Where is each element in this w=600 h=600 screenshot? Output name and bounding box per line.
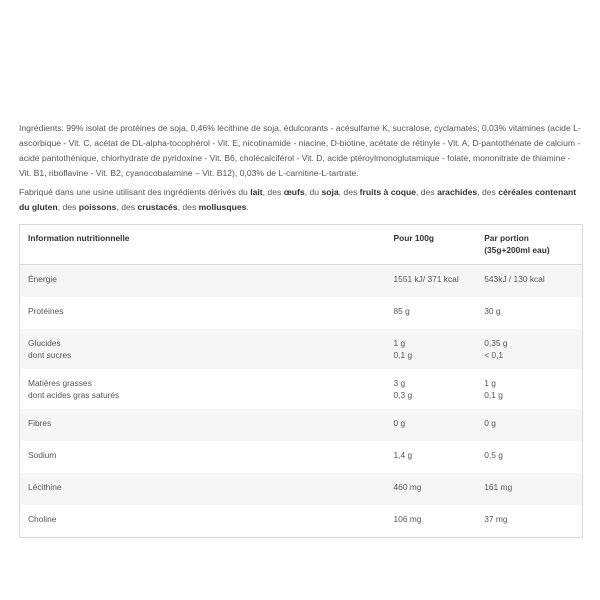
value-per-100g: 0 g <box>393 418 406 428</box>
table-header-row <box>20 225 583 265</box>
allergen-milk: lait <box>250 187 263 197</box>
nutrient-sub-name: dont sucres <box>28 350 72 360</box>
value-per-100g: 85 g <box>393 306 410 316</box>
header-nutrition-info: Information nutritionnelle <box>28 233 130 243</box>
allergen-soy: soja <box>321 187 339 197</box>
allergen-crustaceans: crustacés <box>137 202 178 212</box>
table-row-carbohydrates <box>20 329 583 369</box>
table-row-choline <box>20 505 583 538</box>
nutrient-name: Fibres <box>28 418 52 428</box>
nutrient-name: Énergie <box>28 274 57 284</box>
allergen-gluten: céréales contenant du gluten <box>19 187 577 212</box>
header-per-100g: Pour 100g <box>393 233 434 243</box>
nutrient-name: Choline <box>28 514 57 524</box>
value-per-100g: 1 g 0,1 g <box>393 338 413 360</box>
header-per-portion: Par portion (35g+200ml eau) <box>484 233 550 255</box>
nutrient-name: Glucides dont sucres <box>20 329 386 369</box>
table-row-proteins <box>20 297 583 329</box>
nutrient-name: Sodium <box>28 450 57 460</box>
table-row-fibres <box>20 409 583 441</box>
value-per-portion: 0,5 g <box>484 450 503 460</box>
nutrient-name: Protéines <box>28 306 64 316</box>
table-row-fats <box>20 369 583 409</box>
nutrition-table <box>19 224 583 538</box>
allergen-nuts: fruits à coque <box>359 187 417 197</box>
value-per-portion: 161 mg <box>484 482 513 492</box>
allergen-fish: poissons <box>78 202 117 212</box>
allergen-molluscs: mollusques <box>198 202 247 212</box>
nutrient-sub-name: dont acides gras saturés <box>28 390 120 400</box>
allergens-paragraph: Fabriqué dans une usine utilisant des ingrédients dérivés du lait, des œufs, du soja, des fruits à coque, des arachides, des céréales contenant du gluten, des poissons, des crustacés, des mollusques. <box>19 187 577 212</box>
nutrient-name: Matières grasses dont acides gras saturés <box>20 369 386 409</box>
product-description <box>19 121 583 538</box>
value-per-portion: 30 g <box>484 306 501 316</box>
nutrient-name: Lécithine <box>28 482 62 492</box>
value-per-100g: 460 mg <box>393 482 422 492</box>
allergen-eggs: œufs <box>283 187 305 197</box>
value-per-portion: 0,35 g < 0,1 <box>484 338 508 360</box>
value-per-portion: 1 g 0,1 g <box>484 378 503 400</box>
value-per-100g: 106 mg <box>393 514 422 524</box>
table-row-energy <box>20 265 583 298</box>
value-per-portion: 37 mg <box>484 514 508 524</box>
value-per-100g: 1551 kJ/ 371 kcal <box>393 274 459 284</box>
ingredients-paragraph: Ingrédients: 99% isolat de protéines de soja, 0,46% lécithine de soja, édulcorants - acésulfame K, sucralose, cyclamates; 0,03% vitamines (acide L-ascorbique - Vit. C, acétat de DL-alpha-tocophérol - Vit. E, nicotinamide - niacine, D-biotine, acétate de rétinyle - Vit. A, D-pantothénate de calcium - acide pantothénique, chlorhydrate de pyridoxine - Vit. B6, cholécalciférol - Vit. D, acide ptéroylmonoglutamique - folate, mononitrate de thiamine - Vit. B1, riboflavine - Vit. B2, cyanocobalamine – Vit. B12), 0,03% de L-carnitine-L-tartrate. <box>19 123 581 178</box>
value-per-100g: 3 g 0,3 g <box>393 378 413 400</box>
table-row-sodium <box>20 441 583 473</box>
value-per-100g: 1,4 g <box>393 450 413 460</box>
value-per-portion: 0 g <box>484 418 496 428</box>
value-per-portion: 543kJ / 130 kcal <box>484 274 545 284</box>
table-row-lecithin <box>20 473 583 505</box>
allergen-peanuts: arachides <box>437 187 478 197</box>
